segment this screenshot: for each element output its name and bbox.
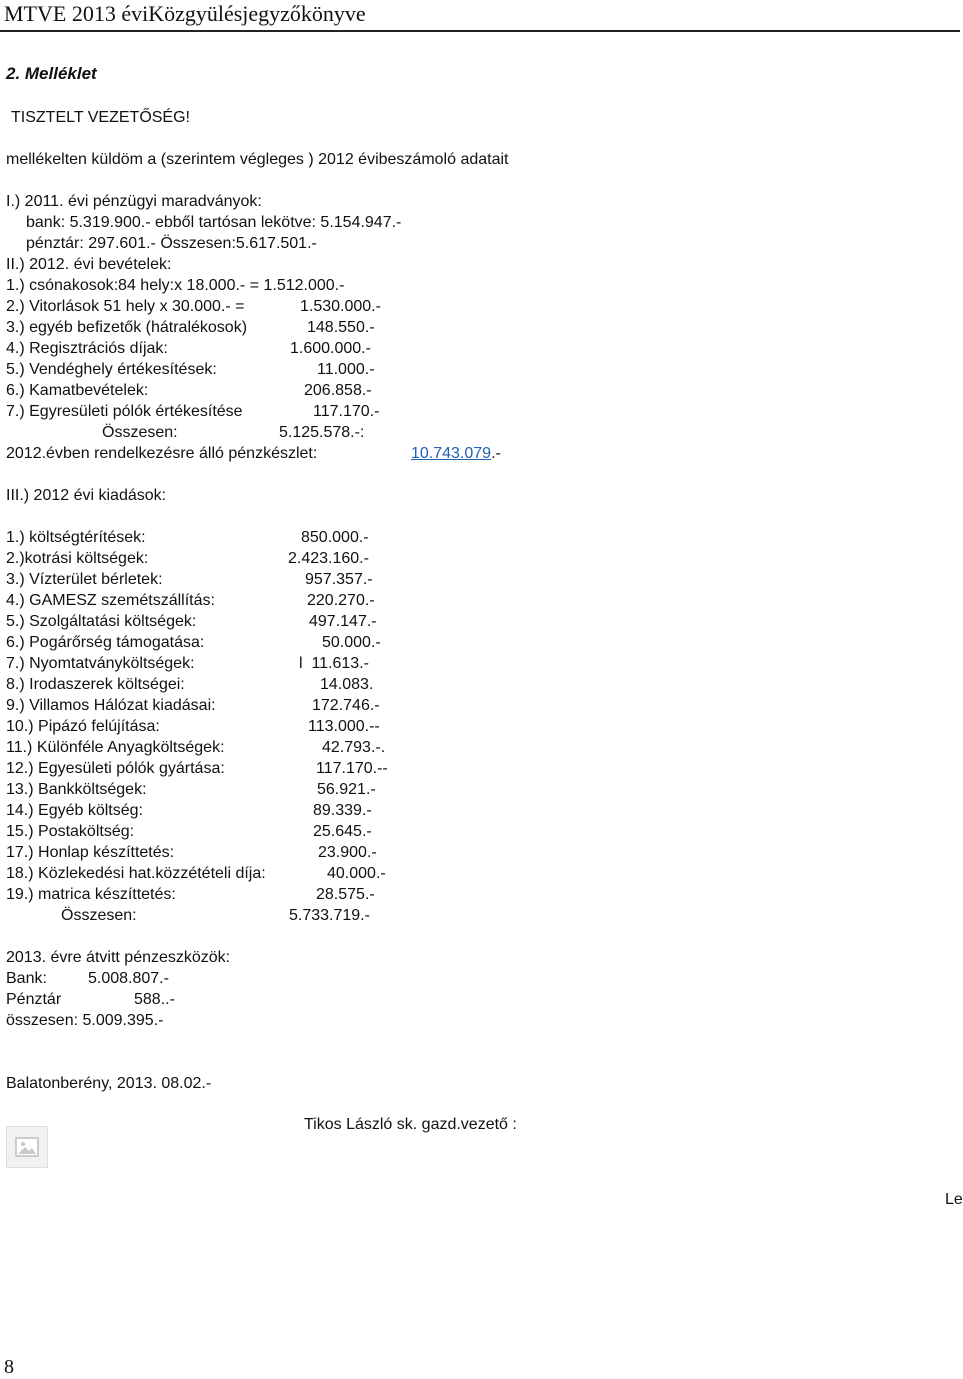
expense-row-6-value: 50.000.- [322, 634, 381, 651]
page-number: 8 [4, 1356, 14, 1378]
expense-row-2-value: 2.423.160.- [288, 550, 369, 567]
expense-row-6-label: 6.) Pogárőrség támogatása: [6, 634, 205, 651]
income-row-7-value: 117.170.- [313, 403, 380, 420]
image-placeholder-icon [15, 1135, 39, 1159]
carryover-bank-value: 5.008.807.- [88, 970, 169, 987]
expense-row-15-label: 15.) Postaköltség: [6, 823, 135, 840]
expense-row-10-label: 10.) Pipázó felújítása: [6, 718, 160, 735]
income-row-5-value: 11.000.- [317, 361, 375, 378]
income-row-3-value: 148.550.- [307, 319, 375, 336]
section-title: 2. Melléklet [6, 64, 97, 83]
expense-row-12-value: 117.170.-- [316, 760, 388, 777]
s1-title: I.) 2011. évi pénzügyi maradványok: [6, 193, 262, 210]
expense-row-8-value: 14.083. [320, 676, 374, 693]
income-row-6-label: 6.) Kamatbevételek: [6, 382, 149, 399]
income-row-2-value: 1.530.000.- [300, 298, 381, 315]
expense-row-18-label: 18.) Közlekedési hat.közzétételi díja: [6, 865, 266, 882]
income-row-4-label: 4.) Regisztrációs díjak: [6, 340, 168, 357]
header-divider [0, 30, 960, 32]
expense-row-5-label: 5.) Szolgáltatási költségek: [6, 613, 197, 630]
available-funds-suffix: .- [491, 445, 501, 462]
expense-row-1-label: 1.) költségtérítések: [6, 529, 146, 546]
available-funds-link[interactable]: 10.743.079 [411, 445, 492, 462]
expense-row-11-label: 11.) Különféle Anyagköltségek: [6, 739, 225, 756]
income-row-3-label: 3.) egyéb befizetők (hátralékosok) [6, 319, 248, 336]
signature-line: Tikos László sk. gazd.vezető : [304, 1116, 517, 1133]
income-row-4-value: 1.600.000.- [290, 340, 371, 357]
expense-row-7-value: l 11.613.- [299, 655, 369, 672]
expense-row-15-value: 25.645.- [313, 823, 372, 840]
carryover-bank-label: Bank: [6, 970, 47, 987]
s3-title: III.) 2012 évi kiadások: [6, 487, 167, 504]
image-thumbnail[interactable] [6, 1126, 48, 1168]
expense-row-14-value: 89.339.- [313, 802, 372, 819]
expense-row-12-label: 12.) Egyesületi pólók gyártása: [6, 760, 225, 777]
s1-cash: pénztár: 297.601.- Összesen:5.617.501.- [26, 235, 317, 252]
carryover-total: összesen: 5.009.395.- [6, 1012, 164, 1029]
expense-row-19-label: 19.) matrica készíttetés: [6, 886, 176, 903]
s4-title: 2013. évre átvitt pénzeszközök: [6, 949, 231, 966]
income-row-7-label: 7.) Egyresületi pólók értékesítése [6, 403, 243, 420]
income-row-5-label: 5.) Vendéghely értékesítések: [6, 361, 217, 378]
expense-row-9-value: 172.746.- [312, 697, 380, 714]
income-row-1: 1.) csónakosok:84 hely:x 18.000.- = 1.512.000.- [6, 277, 345, 294]
expense-row-17-label: 17.) Honlap készíttetés: [6, 844, 175, 861]
income-total-value: 5.125.578.-: [279, 424, 365, 441]
expense-row-11-value: 42.793.-. [322, 739, 386, 756]
expense-row-18-value: 40.000.- [327, 865, 386, 882]
expense-row-13-value: 56.921.- [317, 781, 376, 798]
carryover-cash-value: 588..- [134, 991, 175, 1008]
income-row-6-value: 206.858.- [304, 382, 372, 399]
carryover-cash-label: Pénztár [6, 991, 62, 1008]
s1-bank: bank: 5.319.900.- ebből tartósan lekötve: 5.154.947.- [26, 214, 402, 231]
s2-title: II.) 2012. évi bevételek: [6, 256, 172, 273]
expense-row-4-value: 220.270.- [307, 592, 375, 609]
available-funds-label: 2012.évben rendelkezésre álló pénzkészlet: [6, 445, 318, 462]
page-header-title: MTVE 2013 éviKözgyülésjegyzőkönyve [4, 1, 366, 26]
income-row-2-label: 2.) Vitorlások 51 hely x 30.000.- = [6, 298, 245, 315]
income-total-label: Összesen: [102, 424, 178, 441]
expense-row-14-label: 14.) Egyéb költség: [6, 802, 143, 819]
edge-cut-text: Le [945, 1191, 963, 1208]
available-funds-value [411, 444, 501, 464]
expense-row-19-value: 28.575.- [316, 886, 375, 903]
expense-row-10-value: 113.000.-- [308, 718, 380, 735]
intro-text: mellékelten küldöm a (szerintem végleges ) 2012 évibeszámoló adatait [6, 151, 509, 168]
expense-row-17-value: 23.900.- [318, 844, 377, 861]
expense-row-1-value: 850.000.- [301, 529, 369, 546]
expense-total-value: 5.733.719.- [289, 907, 370, 924]
expense-row-5-value: 497.147.- [309, 613, 377, 630]
expense-row-3-label: 3.) Vízterület bérletek: [6, 571, 163, 588]
expense-row-9-label: 9.) Villamos Hálózat kiadásai: [6, 697, 216, 714]
expense-row-7-label: 7.) Nyomtatványköltségek: [6, 655, 195, 672]
place-date: Balatonberény, 2013. 08.02.- [6, 1075, 212, 1092]
expense-row-2-label: 2.)kotrási költségek: [6, 550, 149, 567]
expense-row-13-label: 13.) Bankköltségek: [6, 781, 147, 798]
expense-row-4-label: 4.) GAMESZ szemétszállítás: [6, 592, 215, 609]
expense-total-label: Összesen: [61, 907, 137, 924]
salutation: TISZTELT VEZETŐSÉG! [11, 109, 190, 126]
expense-row-8-label: 8.) Irodaszerek költségei: [6, 676, 185, 693]
expense-row-3-value: 957.357.- [305, 571, 373, 588]
